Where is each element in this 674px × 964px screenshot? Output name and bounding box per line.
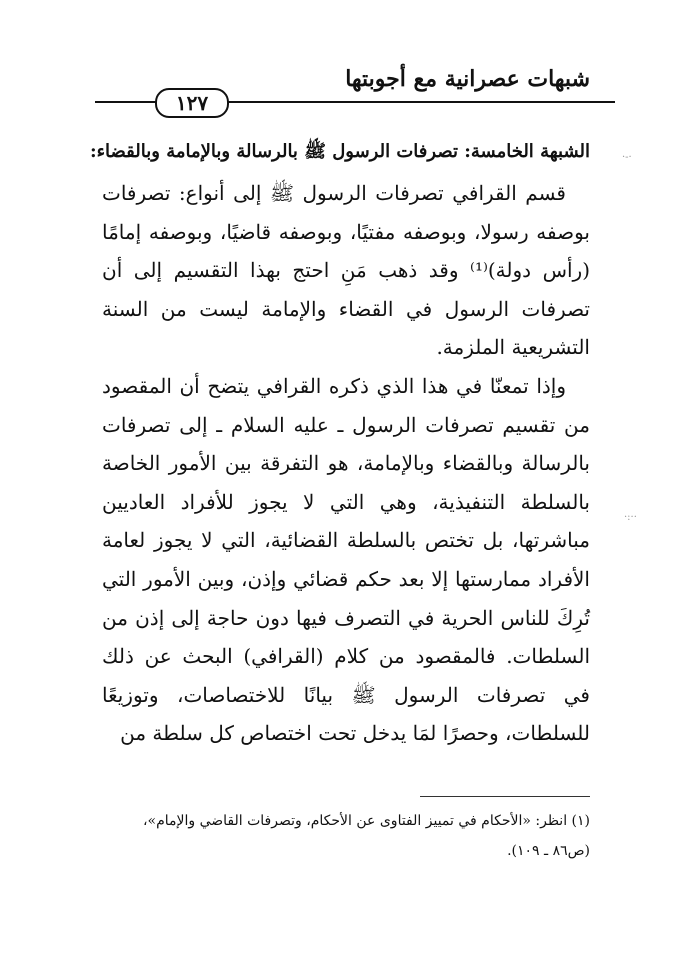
section-heading: الشبهة الخامسة: تصرفات الرسول ﷺ بالرسالة وبالإمامة وبالقضاء: [89,141,590,162]
margin-mark: ·-· [622,152,632,163]
footnote: (١) انظر: «الأحكام في تمييز الفتاوى عن الأحكام، وتصرفات القاضي والإمام»، (ص٨٦ ـ ١٠٩). [143,813,590,859]
page-number: ١٢٧ [155,88,229,118]
paragraph-1: قسم القرافي تصرفات الرسول ﷺ إلى أنواع: تصرفات بوصفه رسولا، وبوصفه مفتيًا، وبوصفه قاضيًا، وبوصفه إمامًا (رأس دولة)⁽¹⁾ وقد ذهب مَنِ احتج بهذا التقسيم إلى أن تصرفات الرسول في القضاء والإمامة ليست من السنة التشريعية الملزمة. [102,181,590,360]
footnote-rule [420,796,590,797]
paragraph-2: وإذا تمعنّا في هذا الذي ذكره القرافي يتضح أن المقصود من تقسيم تصرفات الرسول ـ عليه السلام ـ إلى تصرفات بالرسالة وبالقضاء وبالإمامة، هو التفرقة بين الأمور الخاصة بالسلطة التنفيذية، وهي التي لا يجوز للأفراد العاديين مباشرتها، بل تختص بالسلطة القضائية، التي لا يجوز لعامة الأفراد ممارستها إلا بعد حكم قضائي وإذن، وبين الأمور التي تُرِكَ للناس الحرية في التصرف فيها دون حاجة إلى إذن من السلطات. فالمقصود من كلام (القرافي) البحث عن ذلك في تصرفات الرسول ﷺ بيانًا للاختصاصات، وتوزيعًا للسلطات، وحصرًا لمَا يدخل تحت اختصاص كل سلطة من [102,373,590,746]
page-body [89,134,590,753]
margin-mark: ·:·· [624,512,637,523]
running-header-title: شبهات عصرانية مع أجوبتها [345,66,590,92]
